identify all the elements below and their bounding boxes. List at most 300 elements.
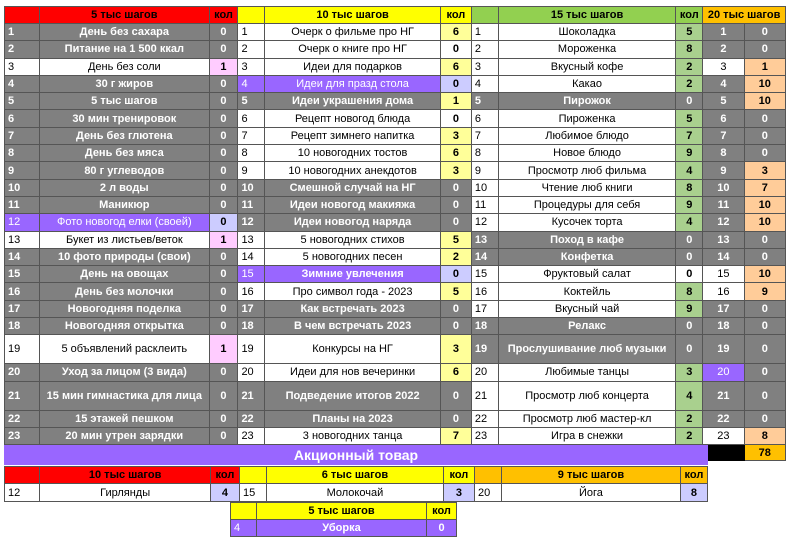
row-number: 19	[471, 335, 498, 364]
task-count: 6	[440, 58, 471, 75]
row-number: 21	[703, 381, 744, 410]
table-row	[5, 335, 786, 364]
task-name: Вкусный кофе	[498, 58, 676, 75]
task-count: 0	[744, 145, 785, 162]
task-count: 5	[676, 24, 703, 41]
row-number: 16	[238, 283, 265, 300]
group-header-kol: кол	[209, 7, 238, 24]
row-number: 1	[238, 24, 265, 41]
task-count: 0	[209, 266, 238, 283]
task-count: 0	[440, 110, 471, 127]
task-count: 9	[744, 283, 785, 300]
task-name: День без молочки	[40, 283, 209, 300]
task-count: 0	[440, 214, 471, 231]
row-number: 5	[471, 93, 498, 110]
task-count: 0	[440, 410, 471, 427]
row-number: 18	[238, 318, 265, 335]
task-count: 1	[744, 58, 785, 75]
task-count: 0	[209, 127, 238, 144]
row-number: 6	[703, 110, 744, 127]
row-number: 17	[703, 300, 744, 317]
row-number: 5	[703, 93, 744, 110]
header-spacer	[475, 467, 502, 484]
task-name: Игра в снежки	[498, 427, 676, 444]
table-row	[5, 364, 786, 381]
task-name: 80 г углеводов	[40, 162, 209, 179]
table-row	[5, 75, 786, 92]
row-number: 4	[703, 75, 744, 92]
task-name: Кусочек торта	[498, 214, 676, 231]
row-number: 12	[703, 214, 744, 231]
task-name: Подведение итогов 2022	[265, 381, 441, 410]
header-spacer	[5, 7, 40, 24]
task-name: Релакс	[498, 318, 676, 335]
promo-extra-header-row	[231, 503, 457, 520]
row-number: 7	[703, 127, 744, 144]
group-header-kol: кол	[680, 467, 707, 484]
group-header-kol: кол	[427, 503, 457, 520]
header-spacer	[240, 467, 267, 484]
row-number: 4	[5, 75, 40, 92]
group-header-kol: кол	[210, 467, 239, 484]
task-count: 0	[440, 75, 471, 92]
row-number: 15	[703, 266, 744, 283]
table-row	[5, 58, 786, 75]
task-count: 3	[440, 335, 471, 364]
row-number: 9	[703, 162, 744, 179]
task-count: 0	[209, 75, 238, 92]
row-number: 22	[703, 410, 744, 427]
task-count: 0	[440, 41, 471, 58]
task-name: Любимые танцы	[498, 364, 676, 381]
task-name: Поход в кафе	[498, 231, 676, 248]
group-header-title: 20 тыс шагов	[703, 7, 786, 24]
task-name: День без соли	[40, 58, 209, 75]
row-number: 3	[703, 58, 744, 75]
row-number: 20	[5, 364, 40, 381]
task-count: 0	[440, 179, 471, 196]
task-name: День без глютена	[40, 127, 209, 144]
group-header-title: 9 тыс шагов	[502, 467, 681, 484]
task-count: 0	[209, 179, 238, 196]
table-row	[5, 231, 786, 248]
task-count: 4	[676, 381, 703, 410]
promo-extra-table	[230, 502, 457, 537]
row-number: 15	[238, 266, 265, 283]
task-count: 0	[744, 110, 785, 127]
group-header-kol: кол	[676, 7, 703, 24]
task-count: 9	[676, 196, 703, 213]
task-name: Идеи украшения дома	[265, 93, 441, 110]
task-name: Планы на 2023	[265, 410, 441, 427]
row-number: 23	[5, 427, 40, 444]
row-number: 11	[238, 196, 265, 213]
task-count: 0	[676, 231, 703, 248]
table-row	[5, 300, 786, 317]
row-number: 23	[471, 427, 498, 444]
task-name: 5 новогодних песен	[265, 248, 441, 265]
task-count: 2	[440, 248, 471, 265]
task-count: 2	[676, 58, 703, 75]
task-count: 0	[744, 248, 785, 265]
task-count: 0	[744, 364, 785, 381]
task-count: 3	[744, 162, 785, 179]
group-header-title: 10 тыс шагов	[40, 467, 211, 484]
row-number: 6	[238, 110, 265, 127]
task-count: 4	[676, 162, 703, 179]
row-number: 13	[238, 231, 265, 248]
promo-header-row	[5, 467, 708, 484]
promo-row	[5, 484, 708, 502]
row-number: 15	[240, 484, 267, 502]
task-name: Идеи новогод наряда	[265, 214, 441, 231]
task-count: 0	[676, 335, 703, 364]
row-number: 9	[238, 162, 265, 179]
table-row	[5, 179, 786, 196]
task-count: 0	[744, 231, 785, 248]
row-number: 10	[703, 179, 744, 196]
task-count: 0	[440, 266, 471, 283]
task-name: Процедуры для себя	[498, 196, 676, 213]
task-count: 3	[440, 127, 471, 144]
task-count: 0	[209, 364, 238, 381]
table-row	[5, 24, 786, 41]
task-count: 0	[676, 248, 703, 265]
promo-table	[4, 466, 708, 502]
task-name: 30 г жиров	[40, 75, 209, 92]
header-spacer	[238, 7, 265, 24]
table-row	[5, 283, 786, 300]
row-number: 20	[475, 484, 502, 502]
task-name: Новогодняя открытка	[40, 318, 209, 335]
task-name: 5 тыс шагов	[40, 93, 209, 110]
promo-extra-row	[231, 520, 457, 537]
row-number: 2	[703, 41, 744, 58]
row-number: 8	[703, 145, 744, 162]
task-name: Пирожок	[498, 93, 676, 110]
table-row	[5, 196, 786, 213]
task-count: 0	[744, 381, 785, 410]
task-name: Идеи новогод макияжа	[265, 196, 441, 213]
task-count: 2	[676, 410, 703, 427]
task-count: 0	[209, 145, 238, 162]
task-count: 8	[676, 283, 703, 300]
task-count: 0	[209, 283, 238, 300]
task-count: 0	[427, 520, 457, 537]
task-name: 10 фото природы (свои)	[40, 248, 209, 265]
row-number: 5	[238, 93, 265, 110]
task-name: Идеи для нов вечеринки	[265, 364, 441, 381]
task-name: Йога	[502, 484, 681, 502]
task-name: День на овощах	[40, 266, 209, 283]
row-number: 22	[471, 410, 498, 427]
row-number: 4	[238, 75, 265, 92]
task-count: 8	[680, 484, 707, 502]
task-name: Очерк о фильме про НГ	[265, 24, 441, 41]
task-name: Фруктовый салат	[498, 266, 676, 283]
task-name: 15 этажей пешком	[40, 410, 209, 427]
task-name: В чем встречать 2023	[265, 318, 441, 335]
row-number: 20	[471, 364, 498, 381]
task-count: 0	[209, 24, 238, 41]
task-count: 3	[676, 364, 703, 381]
task-name: Конфетка	[498, 248, 676, 265]
task-count: 2	[676, 427, 703, 444]
task-count: 5	[676, 110, 703, 127]
task-name: Чтение люб книги	[498, 179, 676, 196]
row-number: 3	[5, 58, 40, 75]
task-count: 10	[744, 266, 785, 283]
task-count: 0	[744, 41, 785, 58]
task-name: Фото новогод елки (своей)	[40, 214, 209, 231]
row-number: 12	[5, 214, 40, 231]
header-spacer	[5, 467, 40, 484]
task-count: 0	[209, 196, 238, 213]
group-header-title: 5 тыс шагов	[257, 503, 427, 520]
table-row	[5, 41, 786, 58]
task-name: Просмотр люб фильма	[498, 162, 676, 179]
row-number: 8	[5, 145, 40, 162]
row-number: 22	[5, 410, 40, 427]
task-count: 5	[440, 231, 471, 248]
task-name: Рецепт новогод блюда	[265, 110, 441, 127]
row-number: 12	[238, 214, 265, 231]
row-number: 4	[231, 520, 257, 537]
row-number: 21	[5, 381, 40, 410]
task-count: 10	[744, 196, 785, 213]
header-spacer	[471, 7, 498, 24]
row-number: 13	[471, 231, 498, 248]
task-count: 0	[744, 335, 785, 364]
row-number: 16	[703, 283, 744, 300]
task-count: 0	[440, 318, 471, 335]
task-name: Вкусный чай	[498, 300, 676, 317]
task-count: 0	[209, 427, 238, 444]
task-count: 5	[440, 283, 471, 300]
task-count: 6	[440, 364, 471, 381]
row-number: 1	[5, 24, 40, 41]
task-count: 10	[744, 75, 785, 92]
table-row	[5, 162, 786, 179]
task-name: Новое блюдо	[498, 145, 676, 162]
task-name: 5 объявлений расклеить	[40, 335, 209, 364]
row-number: 20	[238, 364, 265, 381]
row-number: 8	[238, 145, 265, 162]
row-number: 19	[703, 335, 744, 364]
task-name: Питание на 1 500 ккал	[40, 41, 209, 58]
row-number: 1	[471, 24, 498, 41]
task-name: Коктейль	[498, 283, 676, 300]
task-name: 10 новогодних анекдотов	[265, 162, 441, 179]
row-number: 5	[5, 93, 40, 110]
task-count: 1	[209, 335, 238, 364]
row-number: 11	[5, 196, 40, 213]
task-count: 9	[676, 145, 703, 162]
row-number: 21	[471, 381, 498, 410]
task-name: Пироженка	[498, 110, 676, 127]
table-row	[5, 248, 786, 265]
task-count: 0	[209, 318, 238, 335]
row-number: 3	[471, 58, 498, 75]
task-count: 8	[676, 179, 703, 196]
row-number: 10	[471, 179, 498, 196]
table-row	[5, 427, 786, 444]
row-number: 14	[238, 248, 265, 265]
task-count: 0	[744, 300, 785, 317]
task-count: 0	[209, 300, 238, 317]
table-row	[5, 145, 786, 162]
task-name: 3 новогодних танца	[265, 427, 441, 444]
header-row	[5, 7, 786, 24]
table-row	[5, 318, 786, 335]
task-count: 10	[744, 93, 785, 110]
task-count: 4	[210, 484, 239, 502]
row-number: 7	[471, 127, 498, 144]
task-name: Молокочай	[267, 484, 444, 502]
row-number: 20	[703, 364, 744, 381]
row-number: 18	[471, 318, 498, 335]
group-header-title: 6 тыс шагов	[267, 467, 444, 484]
row-number: 18	[703, 318, 744, 335]
row-number: 18	[5, 318, 40, 335]
row-number: 12	[471, 214, 498, 231]
row-number: 3	[238, 58, 265, 75]
task-count: 3	[440, 162, 471, 179]
table-row	[5, 266, 786, 283]
row-number: 9	[5, 162, 40, 179]
task-name: Как встречать 2023	[265, 300, 441, 317]
task-count: 0	[209, 162, 238, 179]
task-count: 0	[440, 196, 471, 213]
task-count: 1	[209, 58, 238, 75]
task-count: 0	[209, 214, 238, 231]
row-number: 10	[238, 179, 265, 196]
task-count: 9	[676, 300, 703, 317]
task-count: 6	[440, 145, 471, 162]
task-name: Гирлянды	[40, 484, 211, 502]
task-count: 0	[676, 318, 703, 335]
task-count: 0	[209, 41, 238, 58]
row-number: 23	[703, 427, 744, 444]
table-row	[5, 93, 786, 110]
table-row	[5, 127, 786, 144]
row-number: 17	[471, 300, 498, 317]
task-count: 2	[676, 75, 703, 92]
task-name: 15 мин гимнастика для лица	[40, 381, 209, 410]
task-count: 0	[676, 93, 703, 110]
row-number: 16	[471, 283, 498, 300]
task-name: 10 новогодних тостов	[265, 145, 441, 162]
task-count: 1	[209, 231, 238, 248]
row-number: 1	[703, 24, 744, 41]
group-header-kol: кол	[443, 467, 474, 484]
task-count: 0	[209, 93, 238, 110]
row-number: 9	[471, 162, 498, 179]
task-name: 20 мин утрен зарядки	[40, 427, 209, 444]
row-number: 14	[5, 248, 40, 265]
row-number: 14	[471, 248, 498, 265]
task-name: Конкурсы на НГ	[265, 335, 441, 364]
task-count: 10	[744, 214, 785, 231]
group-header-title: 10 тыс шагов	[265, 7, 441, 24]
row-number: 17	[5, 300, 40, 317]
task-name: Зимние увлечения	[265, 266, 441, 283]
task-count: 0	[676, 266, 703, 283]
task-count: 7	[744, 179, 785, 196]
task-name: Просмотр люб концерта	[498, 381, 676, 410]
task-name: Рецепт зимнего напитка	[265, 127, 441, 144]
task-count: 6	[440, 24, 471, 41]
task-name: 30 мин тренировок	[40, 110, 209, 127]
row-number: 12	[5, 484, 40, 502]
row-number: 11	[471, 196, 498, 213]
task-count: 0	[744, 127, 785, 144]
task-name: Смешной случай на НГ	[265, 179, 441, 196]
task-name: Идеи для подарков	[265, 58, 441, 75]
group-total: 78	[744, 445, 785, 461]
task-name: 5 новогодних стихов	[265, 231, 441, 248]
task-count: 4	[676, 214, 703, 231]
task-count: 0	[744, 318, 785, 335]
task-name: Очерк о книге про НГ	[265, 41, 441, 58]
task-count: 0	[209, 410, 238, 427]
row-number: 6	[5, 110, 40, 127]
task-name: День без сахара	[40, 24, 209, 41]
task-name: Просмотр люб мастер-кл	[498, 410, 676, 427]
row-number: 21	[238, 381, 265, 410]
task-name: Шоколадка	[498, 24, 676, 41]
table-row	[5, 410, 786, 427]
table-row	[5, 381, 786, 410]
row-number: 19	[5, 335, 40, 364]
task-count: 8	[744, 427, 785, 444]
row-number: 2	[238, 41, 265, 58]
promo-banner: Акционный товар	[4, 445, 708, 465]
task-name: Идеи для празд стола	[265, 75, 441, 92]
row-number: 2	[5, 41, 40, 58]
row-number: 11	[703, 196, 744, 213]
table-row	[5, 110, 786, 127]
task-name: Букет из листьев/веток	[40, 231, 209, 248]
row-number: 14	[703, 248, 744, 265]
row-number: 8	[471, 145, 498, 162]
task-count: 0	[209, 110, 238, 127]
row-number: 13	[703, 231, 744, 248]
totals-spacer	[703, 445, 744, 461]
row-number: 10	[5, 179, 40, 196]
task-name: Маникюр	[40, 196, 209, 213]
row-number: 17	[238, 300, 265, 317]
task-name: 2 л воды	[40, 179, 209, 196]
task-name: Уборка	[257, 520, 427, 537]
task-count: 7	[676, 127, 703, 144]
group-header-kol: кол	[440, 7, 471, 24]
row-number: 22	[238, 410, 265, 427]
task-count: 0	[440, 300, 471, 317]
task-count: 0	[744, 410, 785, 427]
main-table	[4, 6, 786, 461]
task-count: 0	[209, 381, 238, 410]
task-name: Новогодняя поделка	[40, 300, 209, 317]
task-count: 8	[676, 41, 703, 58]
table-row	[5, 214, 786, 231]
task-count: 3	[443, 484, 474, 502]
task-count: 7	[440, 427, 471, 444]
row-number: 15	[5, 266, 40, 283]
task-count: 0	[209, 248, 238, 265]
header-spacer	[231, 503, 257, 520]
task-name: Про символ года - 2023	[265, 283, 441, 300]
